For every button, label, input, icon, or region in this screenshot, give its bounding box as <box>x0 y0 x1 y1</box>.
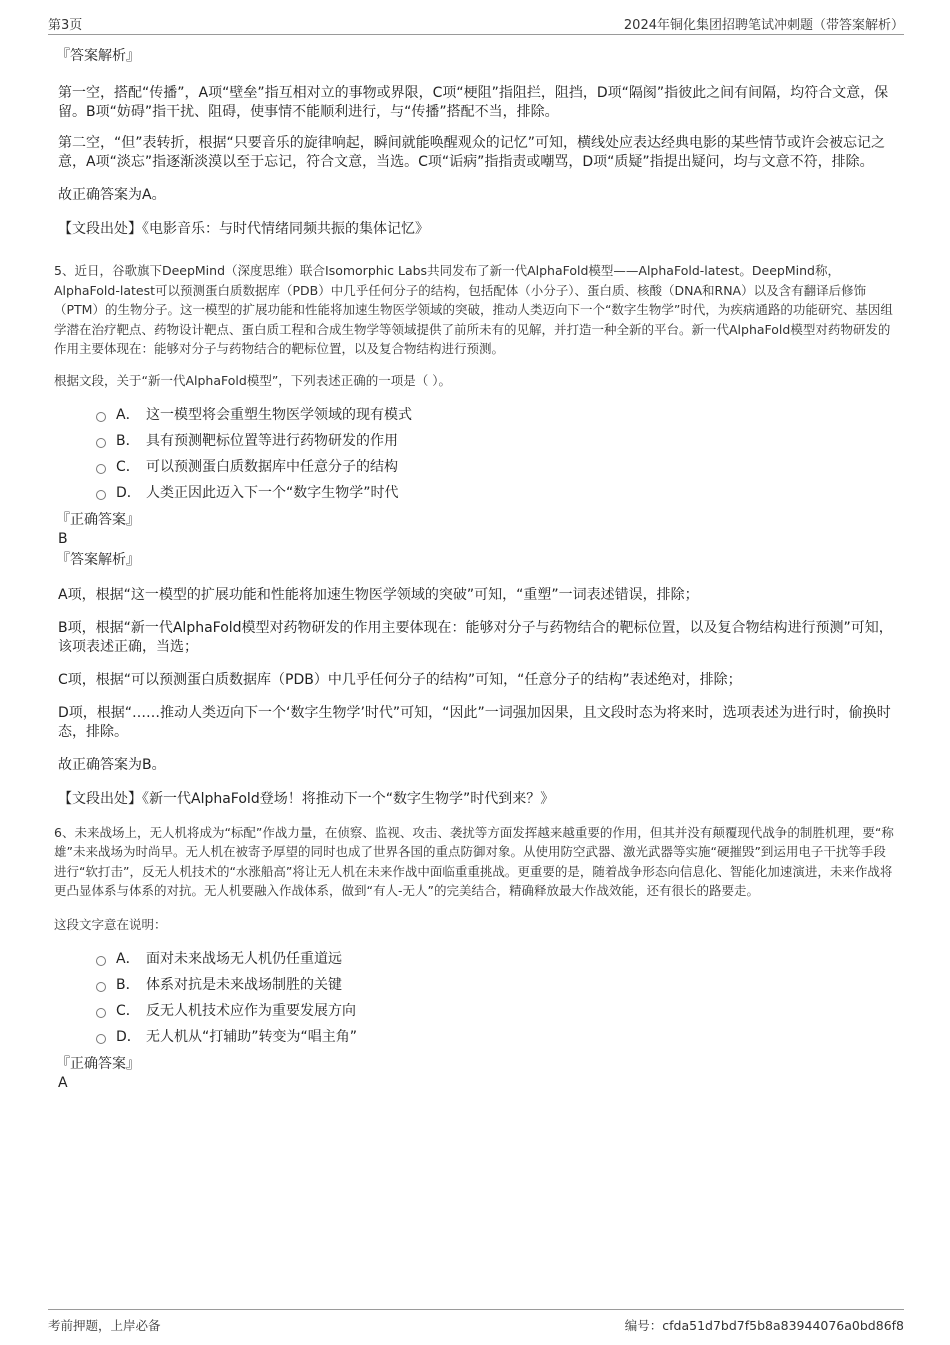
option-b[interactable]: B． 具有预测靶标位置等进行药物研发的作用 <box>96 428 896 454</box>
analysis-label: 『答案解析』 <box>56 48 140 64</box>
question-stem: 6、未来战场上，无人机将成为“标配”作战力量，在侦察、监视、攻击、袭扰等方面发挥越来越重要的作用，但其并没有颠覆现代战争的制胜机理，要“称雄”未来战场为时尚早。无人机在被寄予厚望的同时也成了世界各国的重点防御对象。从使用防空武器、激光武器等实施“硬摧毁”到运用电子干扰等手段进行“软打击”，反无人机技术的“水涨船高”将让无人机在未来作战中面临重重挑战。更重要的是，随着战争形态向信息化、智能化加速演进，未来作战将更凸显体系与体系的对抗。无人机要融入作战体系，做到“有人-无人”的完美结合，精确释放最大作战效能，还有很长的路要走。 <box>54 824 894 898</box>
page-number: 第3页 <box>48 18 83 33</box>
analysis-label: 『答案解析』 <box>56 551 140 568</box>
option-b[interactable]: B． 体系对抗是未来战场制胜的关键 <box>96 972 896 998</box>
radio-icon[interactable] <box>96 490 106 500</box>
option-c[interactable]: C． 可以预测蛋白质数据库中任意分子的结构 <box>96 454 896 480</box>
radio-icon[interactable] <box>96 464 106 474</box>
radio-icon[interactable] <box>96 438 106 448</box>
analysis-paragraph: B项，根据“新一代AlphaFold模型对药物研发的作用主要体现在：能够对分子与药物结合的靶标位置，以及复合物结构进行预测”可知，该项表述正确，当选； <box>58 619 893 655</box>
question-prompt: 根据文段，关于“新一代AlphaFold模型”，下列表述正确的一项是（ ）。 <box>54 372 452 388</box>
option-d[interactable]: D． 人类正因此迈入下一个“数字生物学”时代 <box>96 480 896 506</box>
page-header <box>48 12 904 35</box>
source-citation: 【文段出处】《电影音乐：与时代情绪同频共振的集体记忆》 <box>58 221 429 237</box>
correct-answer: B <box>58 530 68 547</box>
option-a[interactable]: A． 这一模型将会重塑生物医学领域的现有模式 <box>96 402 896 428</box>
analysis-conclusion: 故正确答案为A。 <box>58 187 166 203</box>
footer-slogan: 考前押题，上岸必备 <box>48 1318 161 1333</box>
analysis-paragraph: 第二空，“但”表转折，根据“只要音乐的旋律响起，瞬间就能唤醒观众的记忆”可知，横线处应表达经典电影的某些情节或许会被忘记之意，A项“淡忘”指逐渐淡漠以至于忘记，符合文意，当选。C项“诟病”指指责或嘲骂，D项“质疑”指提出疑问，均与文意不符，排除。 <box>58 135 886 170</box>
correct-answer: A <box>58 1074 68 1091</box>
analysis-paragraph: A项，根据“这一模型的扩展功能和性能将加速生物医学领域的突破”可知，“重塑”一词表述错误，排除； <box>58 586 699 603</box>
analysis-paragraph: 第一空，搭配“传播”，A项“壁垒”指互相对立的事物或界限，C项“梗阻”指阻拦，阻挡，D项“隔阂”指彼此之间有间隔，均符合文意，保留。B项“妨碍”指干扰、阻碍，使事情不能顺利进行，与“传播”搭配不当，排除。 <box>58 85 889 120</box>
analysis-conclusion: 故正确答案为B。 <box>58 756 166 773</box>
document-title: 2024年铜化集团招聘笔试冲刺题（带答案解析） <box>623 18 904 33</box>
page-footer <box>48 1309 904 1334</box>
option-list <box>96 402 896 506</box>
radio-icon[interactable] <box>96 956 106 966</box>
question-stem: 5、近日，谷歌旗下DeepMind（深度思维）联合Isomorphic Labs共同发布了新一代AlphaFold模型——AlphaFold-latest。DeepMind称，AlphaFold-latest可以预测蛋白质数据库（PDB）中几乎任何分子的结构，包括配体（小分子）、蛋白质、核酸（DNA和RNA）以及含有翻译后修饰（PTM）的生物分子。这一模型的扩展功能和性能将加速生物医学领域的突破，推动人类迈向下一个“数字生物学”时代，为疾病通路的功能研究、基因组学潜在治疗靶点、药物设计靶点、蛋白质工程和合成生物学等领域提供了前所未有的见解，并打造一种全新的平台。新一代AlphaFold模型对药物研发的作用主要体现在：能够对分子与药物结合的靶标位置，以及复合物结构进行预测。 <box>54 263 893 356</box>
analysis-paragraph: C项，根据“可以预测蛋白质数据库（PDB）中几乎任何分子的结构”可知，“任意分子的结构”表述绝对，排除； <box>58 671 742 688</box>
radio-icon[interactable] <box>96 412 106 422</box>
analysis-paragraph: D项，根据“……推动人类迈向下一个‘数字生物学’时代”可知，“因此”一词强加因果，且文段时态为将来时，选项表述为进行时，偷换时态，排除。 <box>58 704 891 740</box>
option-a[interactable]: A． 面对未来战场无人机仍任重道远 <box>96 946 896 972</box>
correct-answer-label: 『正确答案』 <box>56 1055 140 1072</box>
radio-icon[interactable] <box>96 982 106 992</box>
option-d[interactable]: D． 无人机从“打辅助”转变为“唱主角” <box>96 1024 896 1050</box>
document-code: 编号：cfda51d7bd7f5b8a83944076a0bd86f8 <box>624 1318 904 1333</box>
option-list <box>96 946 896 1050</box>
radio-icon[interactable] <box>96 1034 106 1044</box>
radio-icon[interactable] <box>96 1008 106 1018</box>
correct-answer-label: 『正确答案』 <box>56 511 140 528</box>
source-citation: 【文段出处】《新一代AlphaFold登场！将推动下一个“数字生物学”时代到来？》 <box>58 790 555 807</box>
question-prompt: 这段文字意在说明： <box>54 916 167 932</box>
option-c[interactable]: C． 反无人机技术应作为重要发展方向 <box>96 998 896 1024</box>
document-content <box>56 40 896 1092</box>
